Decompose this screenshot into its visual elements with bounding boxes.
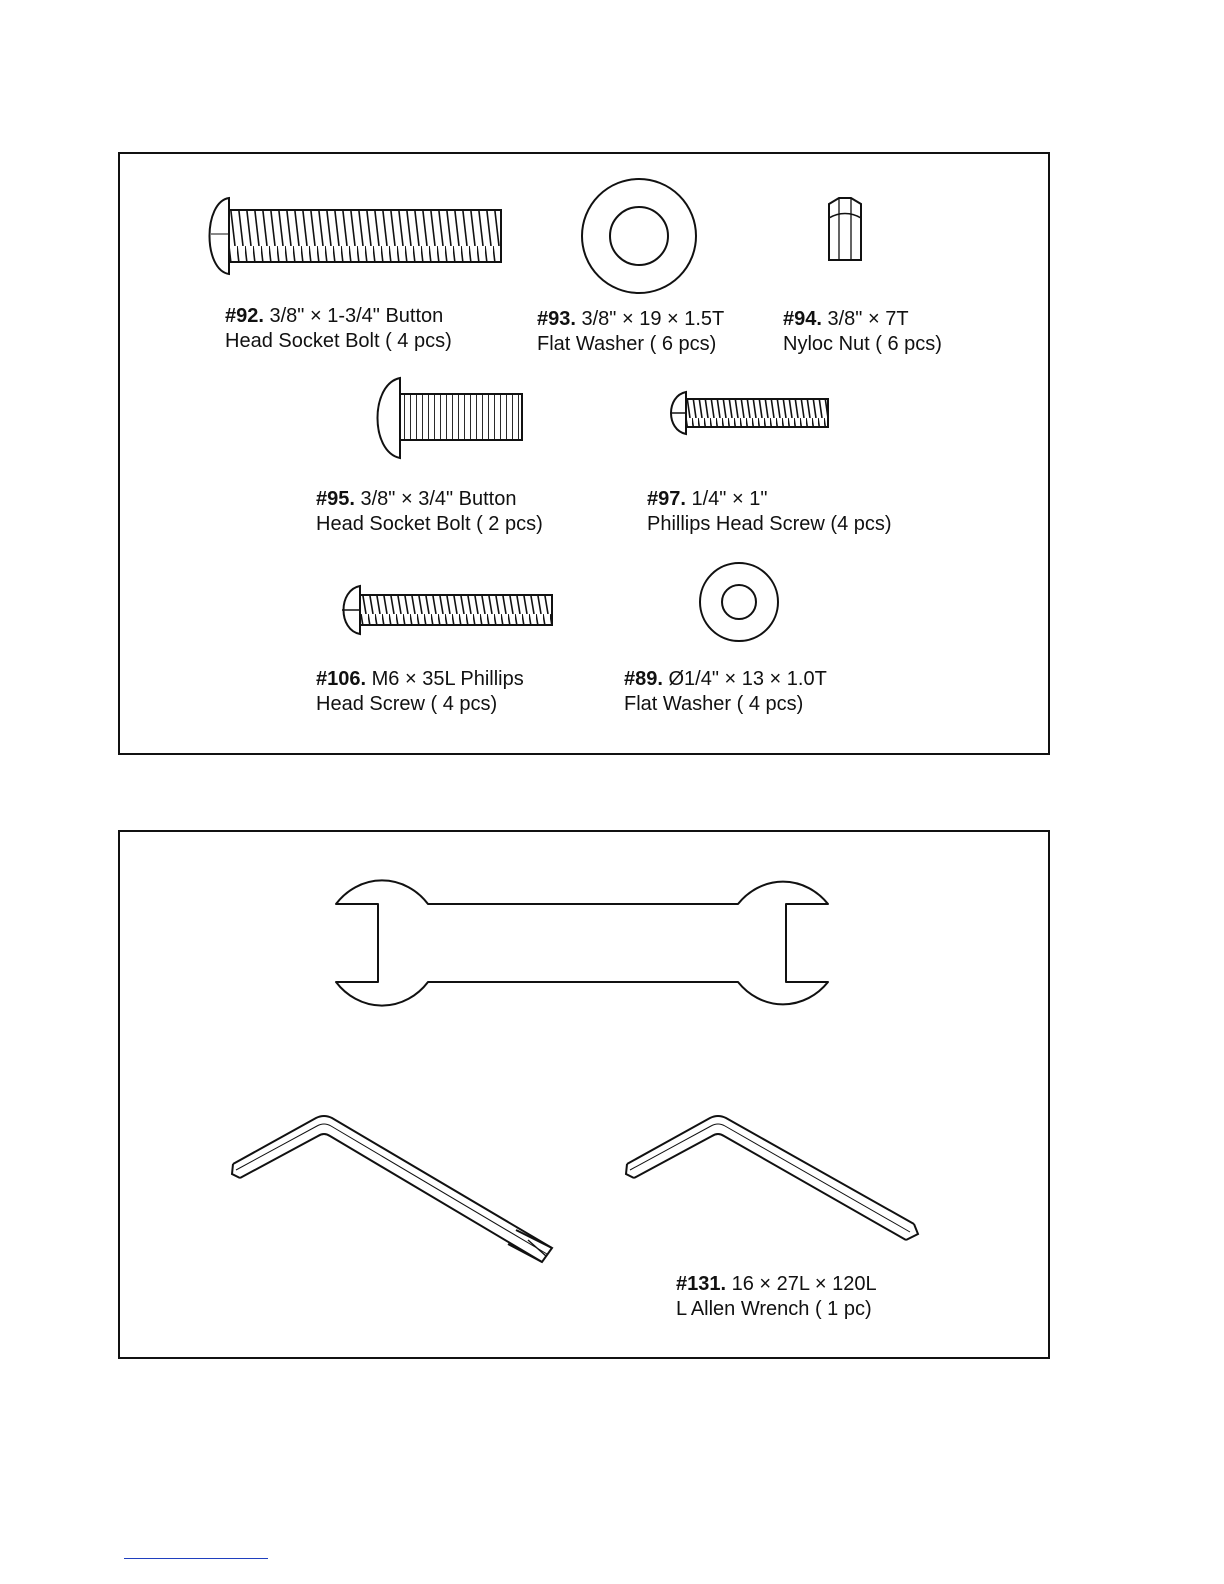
part-95-spec: 3/8" × 3/4" Button — [360, 488, 517, 510]
hex-l-wrench-illustration — [622, 1112, 922, 1252]
button-head-bolt-long-illustration — [205, 194, 505, 284]
part-97-caption — [647, 487, 892, 537]
part-92-spec: 3/8" × 1-3/4" Button — [269, 305, 444, 327]
part-95-number: #95. — [316, 488, 355, 510]
part-93-number: #93. — [537, 308, 576, 330]
part-106-caption — [316, 667, 524, 717]
part-89-name: Flat Washer ( 4 pcs) — [624, 693, 804, 715]
part-89-number: #89. — [624, 668, 663, 690]
part-95-caption — [316, 487, 543, 537]
part-94-name: Nyloc Nut ( 6 pcs) — [783, 333, 942, 355]
part-131-spec: 16 × 27L × 120L — [731, 1273, 877, 1295]
part-92-name: Head Socket Bolt ( 4 pcs) — [225, 330, 452, 352]
flat-washer-large-illustration — [579, 176, 699, 296]
tools-panel — [118, 830, 1050, 1359]
part-89-spec: Ø1/4" × 13 × 1.0T — [668, 668, 827, 690]
part-93-spec: 3/8" × 19 × 1.5T — [581, 308, 725, 330]
part-94-spec: 3/8" × 7T — [827, 308, 909, 330]
part-106-spec: M6 × 35L Phillips — [371, 668, 524, 690]
flat-washer-small-illustration — [697, 560, 781, 644]
part-95-name: Head Socket Bolt ( 2 pcs) — [316, 513, 543, 535]
part-97-name: Phillips Head Screw (4 pcs) — [647, 513, 892, 535]
footer-rule — [124, 1558, 268, 1559]
phillips-head-screw-short-illustration — [668, 390, 838, 436]
part-131-number: #131. — [676, 1273, 727, 1295]
part-94-caption — [783, 307, 942, 357]
hardware-panel — [118, 152, 1050, 755]
part-89-caption — [624, 667, 827, 717]
part-92-number: #92. — [225, 305, 264, 327]
phillips-head-screw-long-illustration — [340, 584, 560, 636]
part-93-name: Flat Washer ( 6 pcs) — [537, 333, 717, 355]
part-93-caption — [537, 307, 724, 357]
part-97-number: #97. — [647, 488, 686, 510]
part-97-spec: 1/4" × 1" — [691, 488, 768, 510]
part-92-caption — [225, 304, 452, 354]
button-head-bolt-short-illustration — [374, 376, 534, 462]
part-106-name: Head Screw ( 4 pcs) — [316, 693, 498, 715]
phillips-l-wrench-illustration — [228, 1112, 568, 1268]
part-94-number: #94. — [783, 308, 822, 330]
open-end-wrench-illustration — [332, 862, 836, 1008]
nyloc-nut-illustration — [825, 196, 865, 266]
part-131-caption — [676, 1272, 877, 1322]
part-131-name: L Allen Wrench ( 1 pc) — [676, 1298, 872, 1320]
part-106-number: #106. — [316, 668, 367, 690]
